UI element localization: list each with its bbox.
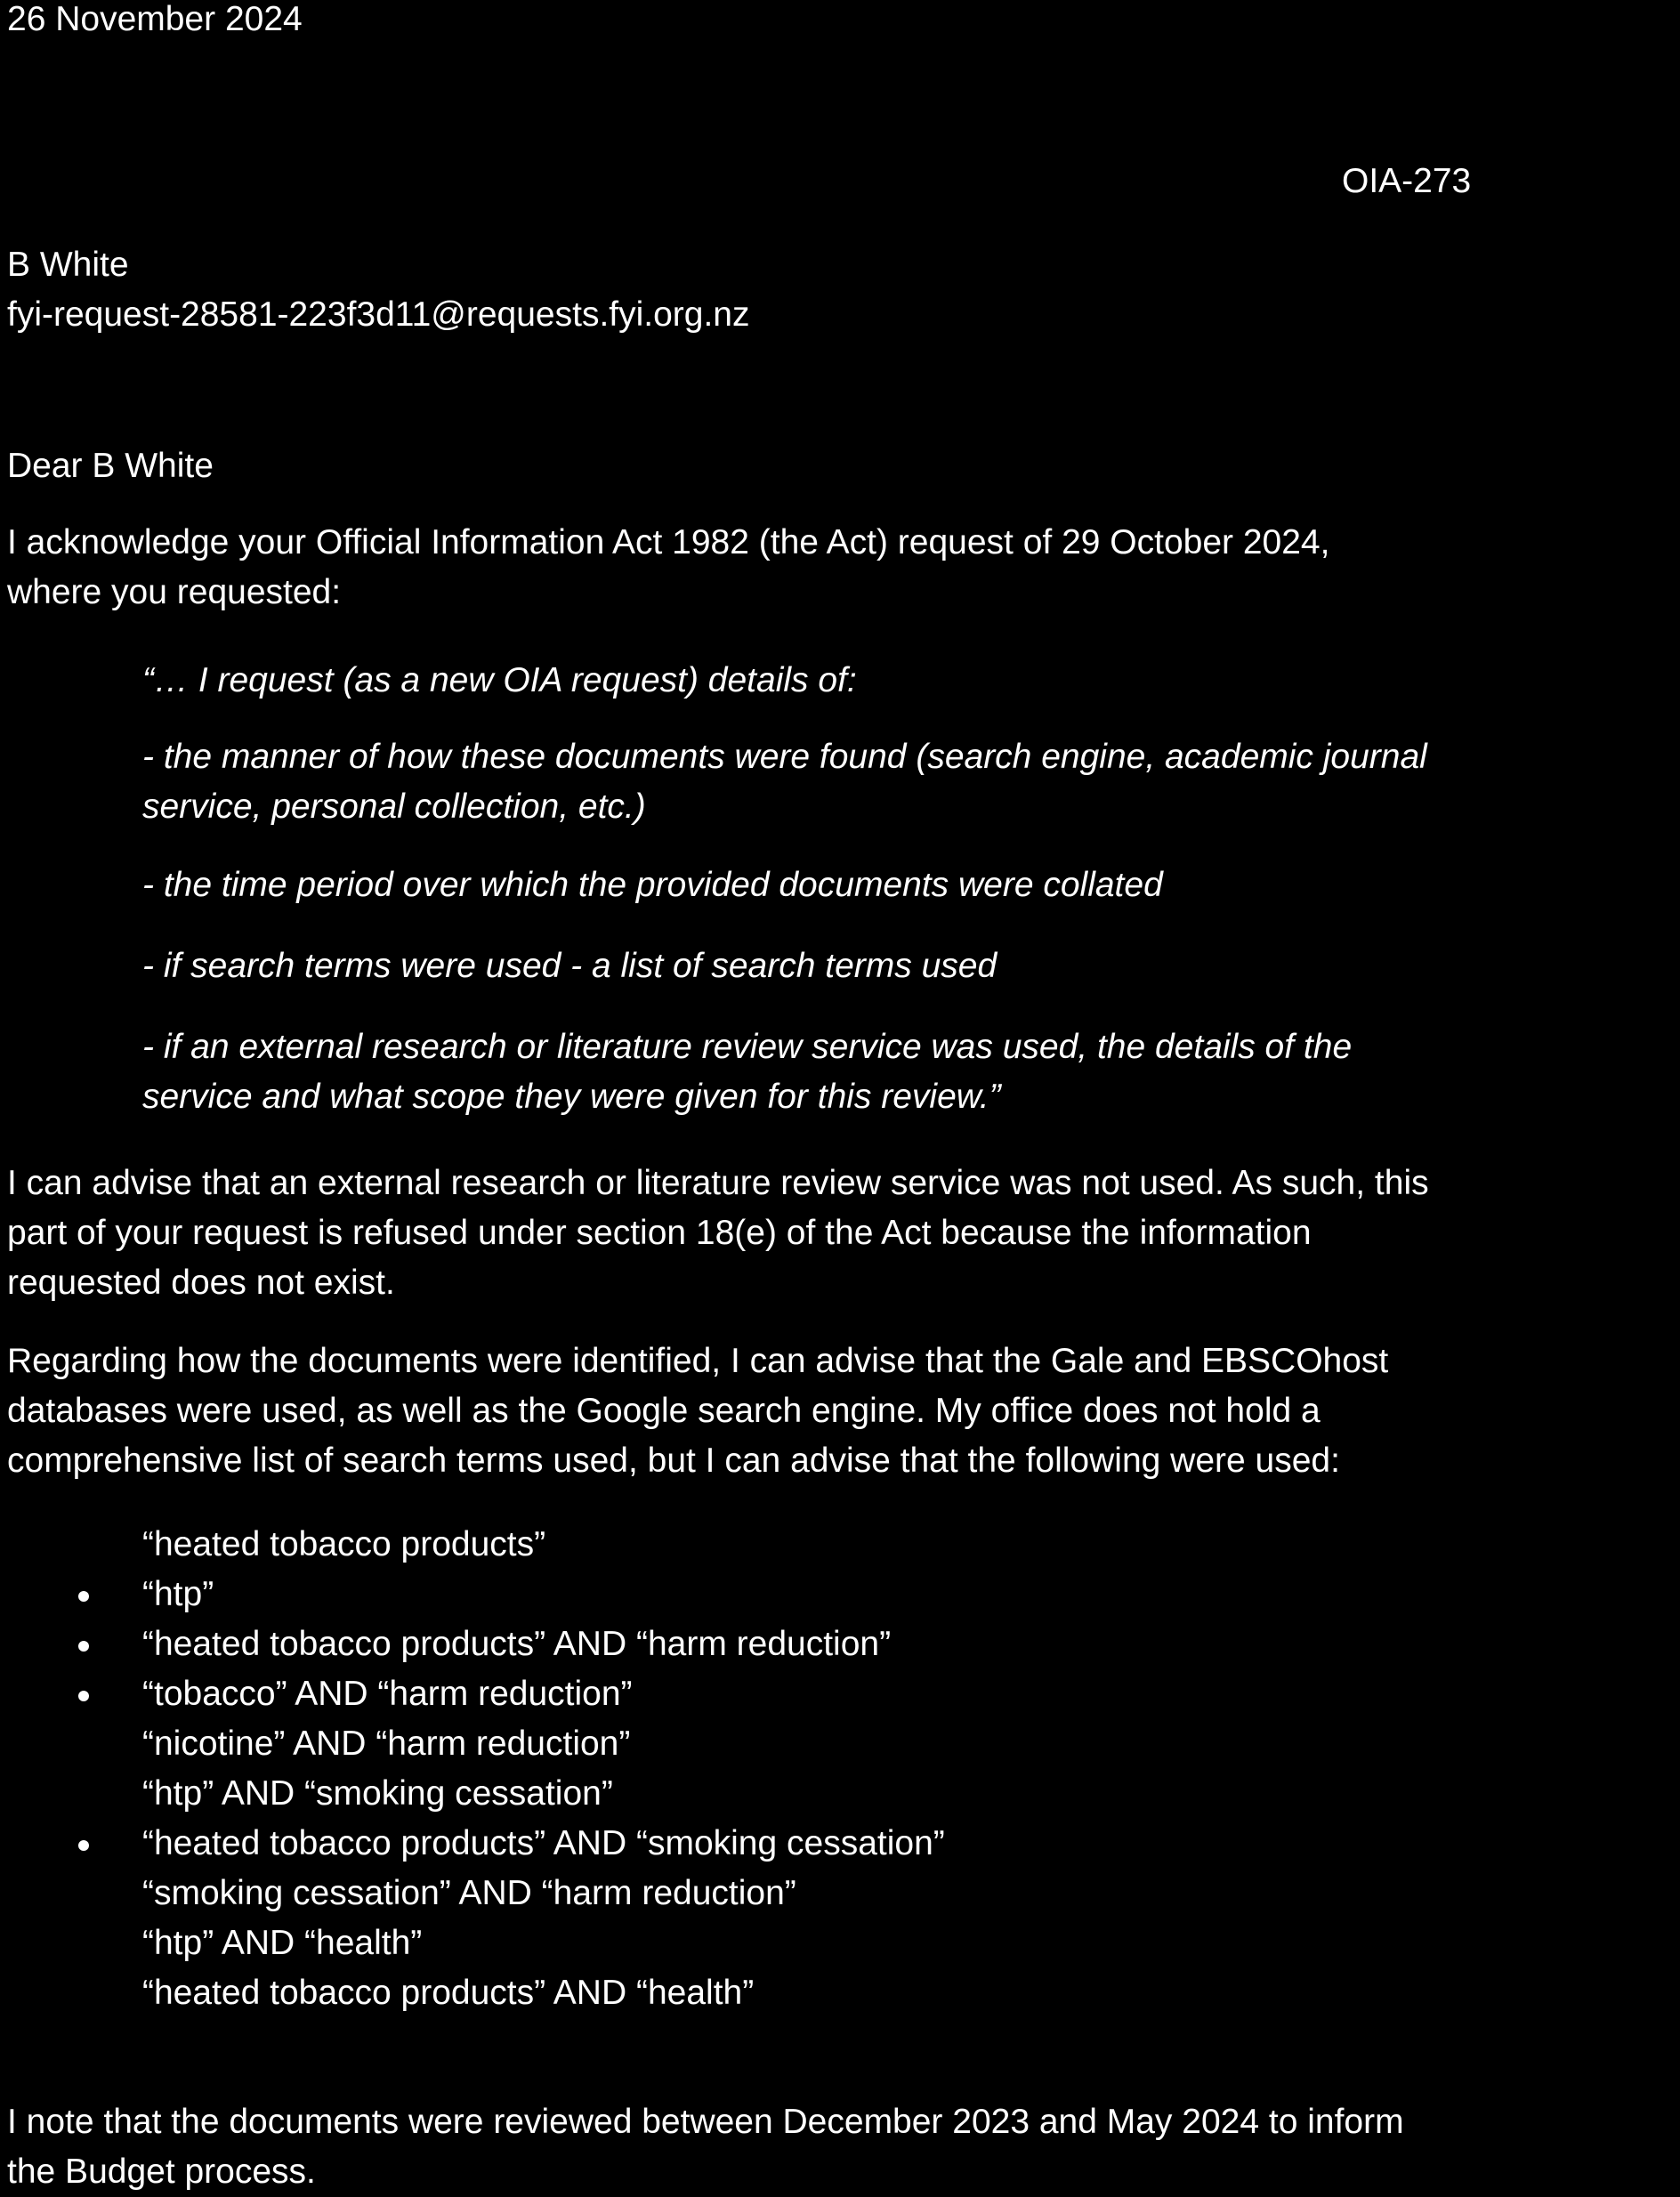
- search-term: “heated tobacco products” AND “harm reduction”: [142, 1625, 892, 1663]
- search-term: “htp”: [142, 1575, 214, 1613]
- quote-item: [142, 941, 997, 991]
- search-term: “htp” AND “smoking cessation”: [142, 1774, 613, 1813]
- salutation: Dear B White: [7, 447, 214, 485]
- body-line: databases were used, as well as the Google search engine. My office does not hold a: [7, 1392, 1321, 1430]
- recipient-name: B White: [7, 246, 129, 284]
- search-term: “tobacco” AND “harm reduction”: [142, 1675, 633, 1713]
- quote-item-line: - the manner of how these documents were found (search engine, academic journal: [142, 738, 1427, 776]
- search-term: “heated tobacco products”: [142, 1525, 546, 1563]
- list-item: [142, 1869, 945, 1918]
- search-term: “htp” AND “health”: [142, 1924, 423, 1962]
- quote-item: [142, 1022, 1352, 1122]
- list-item: [142, 1819, 945, 1869]
- intro-line: where you requested:: [7, 573, 342, 611]
- closing-line: I note that the documents were reviewed between December 2023 and May 2024 to inform: [7, 2103, 1404, 2141]
- search-term: “heated tobacco products” AND “health”: [142, 1974, 755, 2012]
- intro-line: I acknowledge your Official Information Act 1982 (the Act) request of 29 October 2024,: [7, 523, 1330, 561]
- quote-opening-text: “… I request (as a new OIA request) details of:: [142, 661, 857, 699]
- quote-item-line: - the time period over which the provided documents were collated: [142, 866, 1163, 904]
- search-terms-list: [142, 1520, 945, 2018]
- intro-paragraph: [7, 518, 1329, 618]
- list-item: [142, 1570, 945, 1619]
- bullet-icon: [78, 1840, 89, 1851]
- search-term: “heated tobacco products” AND “smoking cessation”: [142, 1824, 945, 1862]
- closing-line: the Budget process.: [7, 2153, 316, 2191]
- body-paragraph: [7, 1159, 1429, 1308]
- search-term: “nicotine” AND “harm reduction”: [142, 1724, 631, 1763]
- quote-item: [142, 860, 1163, 910]
- recipient-email: fyi-request-28581-223f3d11@requests.fyi.org.nz: [7, 295, 750, 334]
- list-item: [142, 1769, 945, 1819]
- closing-paragraph: [7, 2097, 1404, 2197]
- list-item: [142, 1968, 945, 2018]
- search-term: “smoking cessation” AND “harm reduction”: [142, 1874, 796, 1912]
- list-item: [142, 1669, 945, 1719]
- quote-item-line: service and what scope they were given for this review.”: [142, 1078, 1001, 1116]
- body-line: part of your request is refused under section 18(e) of the Act because the information: [7, 1214, 1312, 1252]
- body-line: requested does not exist.: [7, 1264, 395, 1302]
- body-paragraph: [7, 1337, 1388, 1486]
- list-item: [142, 1918, 945, 1968]
- bullet-icon: [78, 1691, 89, 1701]
- bullet-icon: [78, 1591, 89, 1602]
- quote-item-line: - if an external research or literature review service was used, the details of the: [142, 1028, 1353, 1066]
- reference-number: OIA-273: [1342, 162, 1472, 200]
- list-item: [142, 1619, 945, 1669]
- body-line: Regarding how the documents were identified, I can advise that the Gale and EBSCOhost: [7, 1342, 1389, 1380]
- bullet-icon: [78, 1641, 89, 1652]
- list-item: [142, 1719, 945, 1769]
- letter-date: 26 November 2024: [7, 0, 303, 38]
- quote-item: [142, 732, 1427, 832]
- list-item: [142, 1520, 945, 1570]
- quote-item-line: service, personal collection, etc.): [142, 788, 646, 826]
- quote-opening: [142, 656, 857, 706]
- body-line: I can advise that an external research or literature review service was not used. As such, this: [7, 1164, 1429, 1202]
- quote-item-line: - if search terms were used - a list of search terms used: [142, 947, 998, 985]
- body-line: comprehensive list of search terms used, but I can advise that the following were used:: [7, 1442, 1340, 1480]
